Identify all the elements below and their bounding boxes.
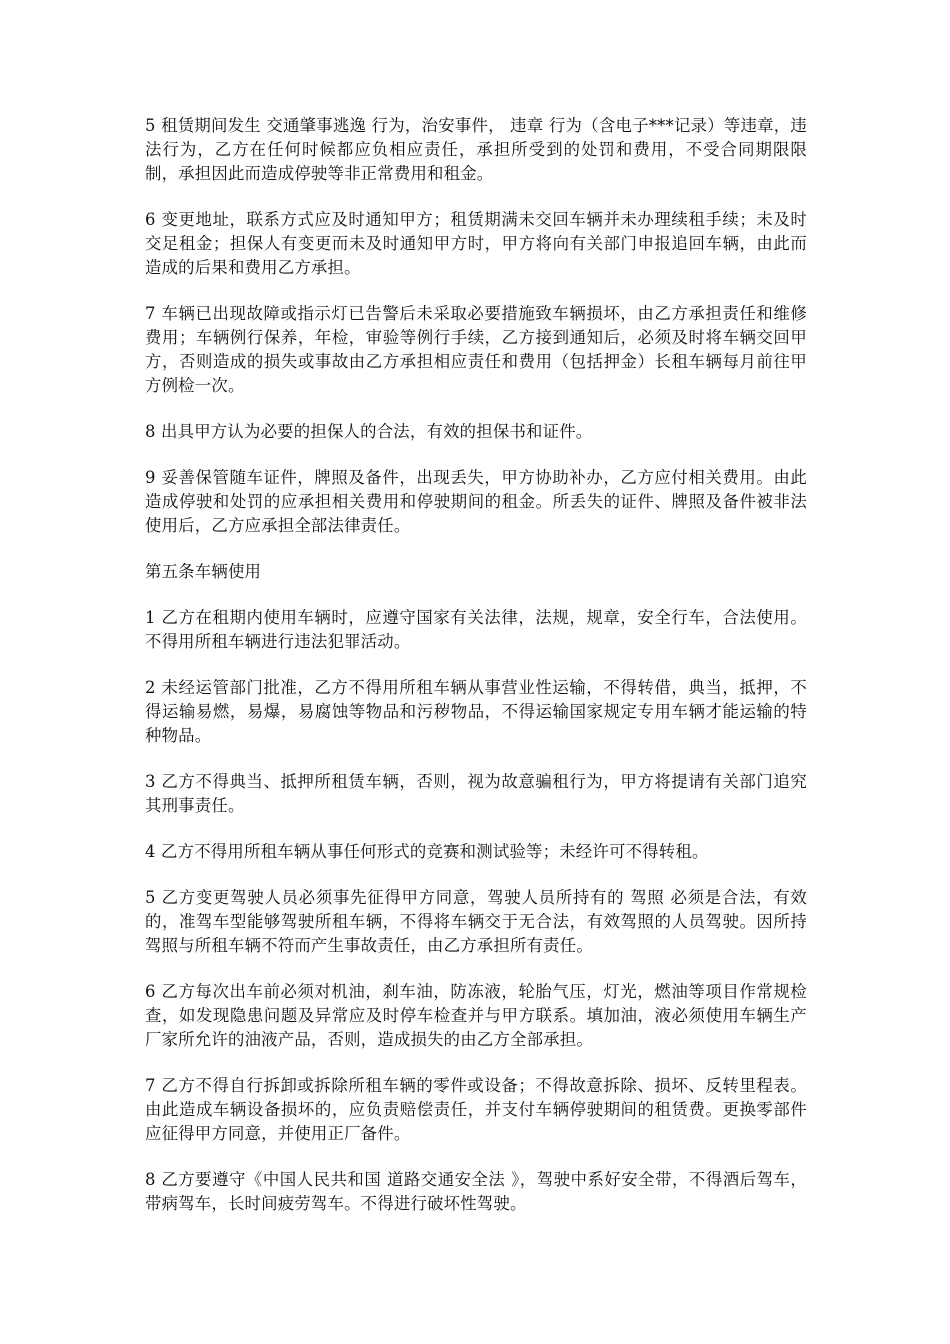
clause-5-3: 3 乙方不得典当、抵押所租赁车辆，否则，视为故意骗租行为，甲方将提请有关部门追究其刑事责任。 (145, 772, 807, 815)
clause-5-7: 7 乙方不得自行拆卸或拆除所租车辆的零件或设备；不得故意拆除、损坏、反转里程表。由此造成车辆设备损坏的，应负责赔偿责任，并支付车辆停驶期间的租赁费。更换零部件应征得甲方同意，并使用正厂备件。 (145, 1076, 807, 1143)
clause-4-6: 6 变更地址，联系方式应及时通知甲方；租赁期满未交回车辆并未办理续租手续；未及时交足租金；担保人有变更而未及时通知甲方时，甲方将向有关部门申报追回车辆，由此而造成的后果和费用乙方承担。 (145, 210, 807, 277)
clause-5-8: 8 乙方要遵守《中国人民共和国 道路交通安全法 》，驾驶中系好安全带，不得酒后驾车，带病驾车，长时间疲劳驾车。不得进行破坏性驾驶。 (145, 1170, 807, 1213)
section-heading-article-5: 第五条车辆使用 (145, 562, 262, 581)
clause-5-5: 5 乙方变更驾驶人员必须事先征得甲方同意，驾驶人员所持有的 驾照 必须是合法，有效的，准驾车型能够驾驶所租车辆，不得将车辆交于无合法，有效驾照的人员驾驶。因所持驾照与所租车辆不符而产生事故责任，由乙方承担所有责任。 (145, 888, 807, 955)
clause-4-7: 7 车辆已出现故障或指示灯已告警后未采取必要措施致车辆损坏，由乙方承担责任和维修费用；车辆例行保养，年检，审验等例行手续，乙方接到通知后，必须及时将车辆交回甲方，否则造成的损失或事故由乙方承担相应责任和费用（包括押金）长租车辆每月前往甲方例检一次。 (145, 304, 807, 395)
clause-5-1: 1 乙方在租期内使用车辆时，应遵守国家有关法律，法规，规章，安全行车，合法使用。不得用所租车辆进行违法犯罪活动。 (145, 608, 807, 651)
clause-4-9: 9 妥善保管随车证件，牌照及备件，出现丢失，甲方协助补办，乙方应付相关费用。由此造成停驶和处罚的应承担相关费用和停驶期间的租金。所丢失的证件、牌照及备件被非法使用后，乙方应承担全部法律责任。 (145, 468, 807, 535)
clause-5-6: 6 乙方每次出车前必须对机油，刹车油，防冻液，轮胎气压，灯光，燃油等项目作常规检查，如发现隐患问题及异常应及时停车检查并与甲方联系。填加油，液必须使用车辆生产厂家所允许的油液产品，否则，造成损失的由乙方全部承担。 (145, 982, 807, 1049)
clause-4-8: 8 出具甲方认为必要的担保人的合法，有效的担保书和证件。 (145, 422, 593, 441)
clause-5-4: 4 乙方不得用所租车辆从事任何形式的竞赛和测试验等；未经许可不得转租。 (145, 842, 709, 861)
clause-5-2: 2 未经运管部门批准，乙方不得用所租车辆从事营业性运输，不得转借，典当，抵押，不得运输易燃，易爆，易腐蚀等物品和污秽物品，不得运输国家规定专用车辆才能运输的特种物品。 (145, 678, 807, 745)
document-body (145, 114, 807, 1238)
clause-4-5: 5 租赁期间发生 交通肇事逃逸 行为，治安事件， 违章 行为（含电子***记录）等违章，违法行为，乙方在任何时候都应负相应责任，承担所受到的处罚和费用，不受合同期限限制，承担因此而造成停驶等非正常费用和租金。 (145, 116, 807, 183)
